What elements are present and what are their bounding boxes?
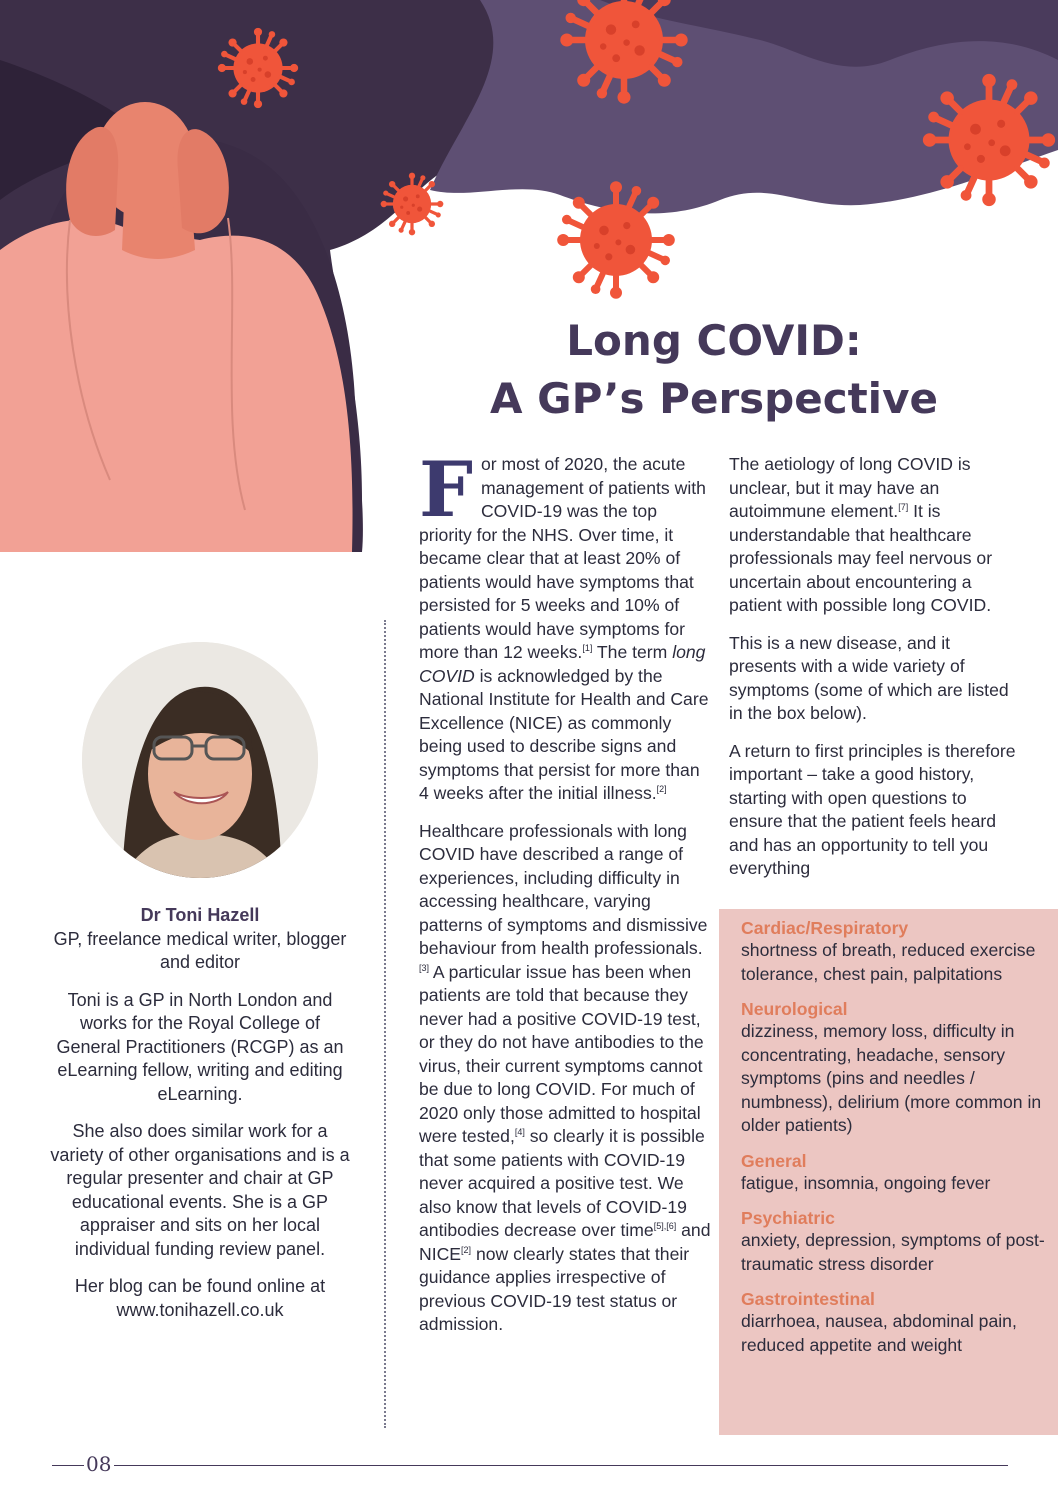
- symptom-text: fatigue, insomnia, ongoing fever: [741, 1172, 991, 1193]
- symptom-category: [741, 1207, 1048, 1276]
- p2-text-d: and NICE: [419, 1220, 711, 1264]
- author-portrait: [82, 642, 318, 878]
- article-paragraph-5: A return to first principles is therefore important – take a good history, starting with open questions to ensure that the patient feels heard and has an opportunity to tell you everything: [729, 740, 1016, 878]
- column-divider: [384, 620, 386, 1428]
- p2-text-a: Healthcare professionals with long COVID have described a range of experiences, including difficulty in accessing healthcare, varying patterns of symptoms and dismissive behaviour from health professionals.: [419, 820, 708, 958]
- title-line-2: A GP’s Perspective: [490, 374, 938, 423]
- ref-5-6: [5],[6]: [653, 1221, 677, 1231]
- symptom-text: diarrhoea, nausea, abdominal pain, reduced appetite and weight: [741, 1311, 1017, 1355]
- article-paragraph-3: [729, 453, 1021, 618]
- p3-text-b: It is understandable that healthcare professionals may feel nervous or uncertain about encountering a patient with possible long COVID.: [729, 501, 993, 615]
- symptom-heading: Neurological: [741, 999, 848, 1019]
- article-column-2: [729, 453, 1021, 895]
- ref-1: [1]: [582, 643, 593, 653]
- p2-text-c: so clearly it is possible that some patients with COVID-19 never acquired a positive test. We also know that levels of COVID-19 antibodies decrease over time: [419, 1126, 705, 1240]
- author-bio-paragraph-1: Toni is a GP in North London and works for the Royal College of General Practitioners (RCGP) as an eLearning fellow, writing and editing eLearning.: [56, 989, 344, 1104]
- author-role: GP, freelance medical writer, blogger and editor: [53, 928, 347, 972]
- symptom-category: [741, 1150, 1048, 1196]
- term-long-covid: long COVID: [419, 642, 706, 686]
- symptom-heading: General: [741, 1150, 807, 1171]
- ref-7: [7]: [898, 502, 909, 512]
- symptom-heading: Cardiac/Respiratory: [741, 918, 909, 938]
- footer-rule-left: [52, 1465, 84, 1466]
- author-bio: [46, 904, 354, 1336]
- p1-text-a: or most of 2020, the acute management of patients with COVID-19 was the top priority for the NHS. Over time, it became clear that at least 20% of patients would have symptoms that persisted for 5 weeks and 10% of patients would have symptoms for more than 12 weeks.: [419, 454, 706, 662]
- ref-2: [2]: [656, 784, 667, 794]
- author-name: Dr Toni Hazell: [140, 905, 260, 925]
- symptom-text: anxiety, depression, symptoms of post-traumatic stress disorder: [741, 1230, 1045, 1274]
- ref-3: [3]: [419, 962, 430, 973]
- p2-text-b: A particular issue has been when patients are told that because they never had a positive COVID-19 test, or they do not have antibodies to the virus, their current symptoms cannot be due to long COVID. For much of 2020 only those admitted to hospital were tested,: [419, 961, 704, 1146]
- p1-text-c: is acknowledged by the National Institute for Health and Care Excellence (NICE) as commonly being used to describe signs and symptoms that persist for more than 4 weeks after the initial illness.: [419, 665, 709, 803]
- author-bio-paragraph-2: She also does similar work for a variety of other organisations and is a regular presenter and chair at GP educational events. She is a GP appraiser and sits on her local individual funding review panel.: [50, 1121, 350, 1259]
- article-column-1: [419, 445, 711, 1351]
- blog-intro: Her blog can be found online at: [74, 1276, 326, 1296]
- drop-cap: F: [419, 445, 473, 534]
- p1-text-b: The term: [592, 642, 673, 662]
- page-title: [380, 312, 1048, 428]
- symptom-category: [741, 1288, 1048, 1357]
- symptom-heading: Psychiatric: [741, 1208, 835, 1228]
- footer-rule-right: [114, 1465, 1008, 1466]
- p3-text-a: The aetiology of long COVID is unclear, but it may have an autoimmune element.: [729, 454, 971, 521]
- symptom-category: [741, 998, 1048, 1138]
- p2-text-e: now clearly states that their guidance applies irrespective of previous COVID-19 test status or admission.: [419, 1243, 690, 1334]
- article-paragraph-2: [419, 820, 711, 1337]
- blog-link[interactable]: www.tonihazell.co.uk: [116, 1299, 284, 1320]
- symptom-category: [741, 917, 1048, 986]
- symptom-text: shortness of breath, reduced exercise tolerance, chest pain, palpitations: [741, 940, 1036, 984]
- title-line-1: Long COVID:: [566, 316, 862, 365]
- symptom-text: dizziness, memory loss, difficulty in concentrating, headache, sensory symptoms (pins and needles / numbness), delirium (more common in older patients): [741, 1021, 1042, 1135]
- page-number: 08: [86, 1452, 112, 1476]
- article-paragraph-1: [419, 445, 711, 806]
- author-bio-paragraph-3: [46, 1275, 354, 1322]
- symptom-heading: Gastrointestinal: [741, 1289, 875, 1309]
- ref-2b: [2]: [461, 1244, 472, 1255]
- symptoms-box: [719, 909, 1058, 1435]
- ref-4: [4]: [514, 1127, 525, 1137]
- article-paragraph-4: This is a new disease, and it presents with a wide variety of symptoms (some of which are listed in the box below).: [729, 632, 1009, 723]
